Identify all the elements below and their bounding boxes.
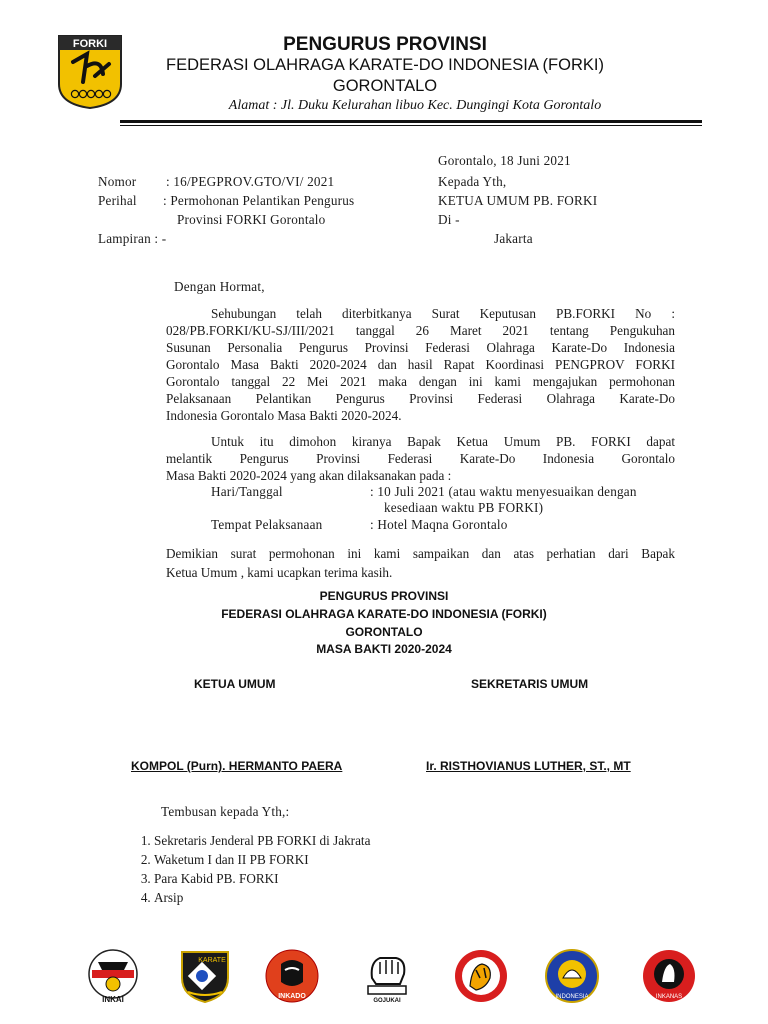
inkai-logo-text: INKAI (102, 995, 124, 1004)
inkado-logo (263, 948, 321, 1004)
signature-org-line4: MASA BAKTI 2020-2024 (316, 642, 452, 656)
lampiran: Lampiran : - (98, 231, 167, 246)
paragraph-1-line: Gorontalo Masa Bakti 2020-2024 dan hasil Rapat Koordinasi PENGPROV FORKI (166, 357, 675, 372)
place-date: Gorontalo, 18 Juni 2021 (438, 153, 571, 168)
paragraph-1-line: Gorontalo tanggal 22 Mei 2021 maka dengan ini kami mengajukan permohonan (166, 374, 675, 389)
paragraph-1-line: Sehubungan telah diterbitkanya Surat Keputusan PB.FORKI No : (211, 306, 675, 321)
signature-left-title: KETUA UMUM (194, 677, 276, 691)
cc-heading: Tembusan kepada Yth,: (161, 804, 290, 819)
inkado-logo-text: INKADO (278, 993, 306, 1000)
paragraph-3 (166, 544, 675, 582)
gojukai-fist-logo (358, 948, 416, 1004)
paragraph-2 (166, 433, 675, 484)
letterhead-region: GORONTALO (332, 77, 438, 95)
cc-item: 3. Para Kabid PB. FORKI (154, 869, 370, 888)
inkai-logo (84, 948, 142, 1004)
hari-label: Hari/Tanggal (211, 484, 283, 499)
signature-right-name: Ir. RISTHOVIANUS LUTHER, ST., MT (426, 759, 631, 773)
inkanas-logo-text: INKANAS (655, 994, 683, 1000)
paragraph-1-line: 028/PB.FORKI/KU-SJ/III/2021 tanggal 26 Maret 2021 tentang Pengukuhan (166, 323, 675, 338)
forki-logo (57, 34, 123, 110)
cc-item: 2. Waketum I dan II PB FORKI (154, 850, 370, 869)
perihal-value-line2: Provinsi FORKI Gorontalo (177, 212, 326, 227)
letterhead-address: Alamat : Jl. Duku Kelurahan libuo Kec. Dungingi Kota Gorontalo (228, 98, 602, 113)
paragraph-2-line: Masa Bakti 2020-2024 yang akan dilaksanakan pada : (166, 468, 452, 483)
letterhead-rule-thick (120, 120, 702, 123)
signature-org-line3: GORONTALO (345, 625, 423, 639)
paragraph-1-line: Susunan Personalia Pengurus Provinsi Federasi Olahraga Karate-Do Indonesia (166, 340, 675, 355)
karate-federation-logo (543, 948, 601, 1004)
paragraph-2-line: Untuk itu dimohon kiranya Bapak Ketua Umum PB. FORKI dapat (211, 434, 675, 449)
hari-value-line2: kesediaan waktu PB FORKI) (384, 500, 544, 515)
recipient-greeting: Kepada Yth, (438, 174, 507, 189)
paragraph-1 (166, 305, 675, 424)
letterhead-title: PENGURUS PROVINSI (283, 34, 487, 55)
hari-value-line1: : 10 Juli 2021 (atau waktu menyesuaikan dengan (370, 484, 637, 499)
gojukai-logo-text: GOJUKAI (373, 998, 401, 1004)
paragraph-1-line: Indonesia Gorontalo Masa Bakti 2020-2024. (166, 408, 402, 423)
cc-item: 1. Sekretaris Jenderal PB FORKI di Jakrata (154, 831, 370, 850)
karate-logo-text: KARATE (198, 957, 226, 964)
tempat-value: : Hotel Maqna Gorontalo (370, 517, 508, 532)
signature-right-title: SEKRETARIS UMUM (471, 677, 589, 691)
inkanas-logo (640, 948, 698, 1004)
nomor-value: : 16/PEGPROV.GTO/VI/ 2021 (166, 174, 335, 189)
paragraph-2-line: melantik Pengurus Provinsi Federasi Karate-Do Indonesia Gorontalo (166, 451, 675, 466)
shindoka-logo-text: INDONESIA (555, 994, 589, 1000)
greeting: Dengan Hormat, (174, 279, 265, 294)
karate-shield-logo (176, 948, 234, 1004)
nomor-label: Nomor (98, 174, 137, 189)
tempat-label: Tempat Pelaksanaan (211, 517, 323, 532)
paragraph-3-line: Ketua Umum , kami ucapkan terima kasih. (166, 565, 393, 580)
signature-org-line1: PENGURUS PROVINSI (319, 589, 449, 603)
cc-list (130, 831, 370, 907)
paragraph-3-line: Demikian surat permohonan ini kami sampaikan dan atas perhatian dari Bapak (166, 546, 675, 561)
recipient-name: KETUA UMUM PB. FORKI (438, 193, 598, 208)
perihal-label: Perihal (98, 193, 137, 208)
logo-text: FORKI (72, 38, 108, 50)
cc-item: 4. Arsip (154, 888, 370, 907)
paragraph-1-line: Pelaksanaan Pelantikan Pengurus Provinsi Federasi Olahraga Karate-Do (166, 391, 675, 406)
letterhead-federation: FEDERASI OLAHRAGA KARATE-DO INDONESIA (FORKI) (166, 56, 604, 74)
tiger-logo (452, 948, 510, 1004)
letterhead-rule-thin (120, 125, 702, 126)
recipient-city: Jakarta (494, 231, 533, 246)
signature-org-line2: FEDERASI OLAHRAGA KARATE-DO INDONESIA (FORKI) (221, 607, 547, 621)
recipient-di: Di - (438, 212, 460, 227)
signature-left-name: KOMPOL (Purn). HERMANTO PAERA (131, 759, 343, 773)
perihal-value-line1: : Permohonan Pelantikan Pengurus (163, 193, 355, 208)
